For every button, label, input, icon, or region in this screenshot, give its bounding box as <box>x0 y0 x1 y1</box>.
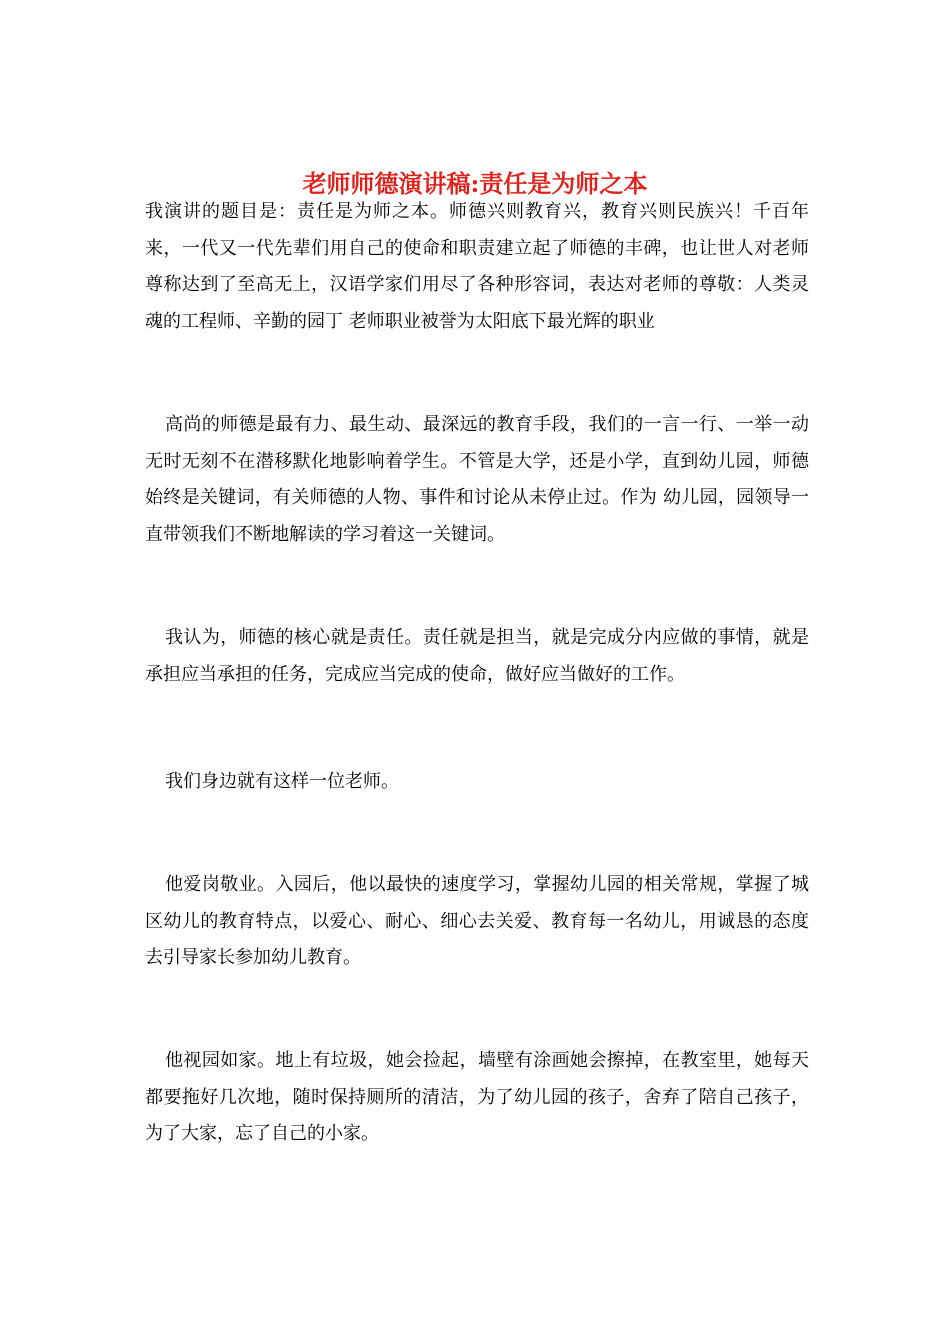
paragraph-intro: 我演讲的题目是：责任是为师之本。师德兴则教育兴，教育兴则民族兴！千百年来，一代又一代先辈们用自己的使命和职责建立起了师德的丰碑，也让世人对老师尊称达到了至高无上，汉语学家们用尽了各种形容词，表达对老师的尊敬：人类灵魂的工程师、辛勤的园丁 老师职业被誉为太阳底下最光辉的职业 <box>145 201 809 332</box>
document-title: 老师师德演讲稿:责任是为师之本 <box>302 169 648 199</box>
paragraph-responsibility: 我认为，师德的核心就是责任。责任就是担当，就是完成分内应做的事情，就是承担应当承担的任务，完成应当完成的使命，做好应当做好的工作。 <box>145 627 809 685</box>
paragraph-dedication: 他爱岗敬业。入园后，他以最快的速度学习，掌握幼儿园的相关常规，掌握了城区幼儿的教育特点，以爱心、耐心、细心去关爱、教育每一名幼儿，用诚恳的态度去引导家长参加幼儿教育。 <box>145 874 809 968</box>
paragraph-example-teacher: 我们身边就有这样一位老师。 <box>165 771 399 792</box>
paragraph-devotion: 他视园如家。地上有垃圾，她会捡起，墙壁有涂画她会擦掉，在教室里，她每天都要拖好几次地，随时保持厕所的清洁，为了幼儿园的孩子，舍弃了陪自己孩子，为了大家，忘了自己的小家。 <box>145 1050 809 1144</box>
paragraph-teacher-ethics: 高尚的师德是最有力、最生动、最深远的教育手段，我们的一言一行、一举一动无时无刻不在潜移默化地影响着学生。不管是大学，还是小学，直到幼儿园，师德始终是关键词，有关师德的人物、事件和讨论从未停止过。作为 幼儿园，园领导一直带领我们不断地解读的学习着这一关键词。 <box>145 414 809 545</box>
